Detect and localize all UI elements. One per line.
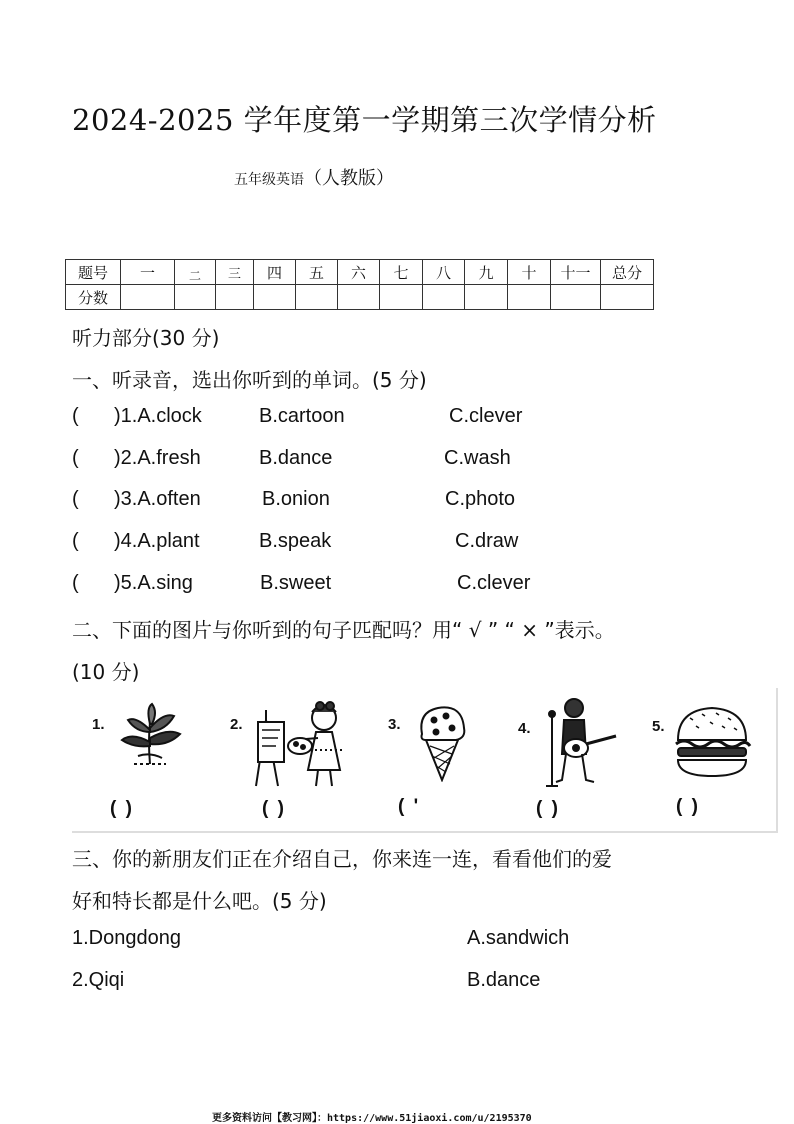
option-b: B.speak xyxy=(259,530,332,552)
section3-heading-line2: 好和特长都是什么吧。(5 分) xyxy=(72,889,327,913)
question-option-a: )4.A.plant xyxy=(114,530,200,552)
question-option-a: )3.A.often xyxy=(114,488,201,510)
section1-heading: 一、听录音，选出你听到的单词。(5 分) xyxy=(72,368,427,392)
picture-strip xyxy=(72,688,778,833)
score-cell[interactable] xyxy=(601,285,654,310)
option-c: C.draw xyxy=(455,530,519,552)
picture-number: 2. xyxy=(230,716,243,733)
subtitle-text: 五年级英语 xyxy=(234,172,304,188)
hamburger-icon xyxy=(672,704,752,780)
score-table-score-label: 分数 xyxy=(66,285,121,310)
option-c: C.wash xyxy=(444,447,511,469)
picture-number: 3. xyxy=(388,716,401,733)
score-table-header-row xyxy=(66,260,654,285)
footer-link[interactable]: 更多资料访问【教习网】：https://www.51jiaoxi.com/u/2195370 xyxy=(212,1113,532,1124)
score-cell[interactable] xyxy=(175,285,216,310)
score-table-score-row xyxy=(66,285,654,310)
picture-number: 1. xyxy=(92,716,105,733)
section2-score: (10 分) xyxy=(72,660,140,684)
score-cell[interactable] xyxy=(254,285,296,310)
answer-paren[interactable]: ( xyxy=(72,405,79,427)
picture-number: 4. xyxy=(518,720,531,737)
score-cell[interactable] xyxy=(121,285,175,310)
answer-paren[interactable]: ( xyxy=(72,447,79,469)
score-table-col: 七 xyxy=(380,260,423,285)
question-option-a: )5.A.sing xyxy=(114,572,193,594)
answer-paren[interactable]: ( xyxy=(72,572,79,594)
score-table-col: 二 xyxy=(175,260,216,285)
score-table-col: 五 xyxy=(296,260,338,285)
score-table-col: 四 xyxy=(254,260,296,285)
score-table-col: 九 xyxy=(465,260,508,285)
question-option-a: )1.A.clock xyxy=(114,405,202,427)
answer-blank[interactable]: ( ) xyxy=(676,796,700,817)
answer-blank[interactable]: ( ) xyxy=(110,798,134,819)
answer-paren[interactable]: ( xyxy=(72,488,79,510)
score-cell[interactable] xyxy=(380,285,423,310)
score-table-col: 三 xyxy=(216,260,254,285)
option-b: B.onion xyxy=(262,488,330,510)
match-left-item[interactable]: 2.Qiqi xyxy=(72,969,125,991)
answer-blank[interactable]: ( ) xyxy=(536,798,560,819)
subtitle-edition: （人教版） xyxy=(304,168,394,189)
score-cell[interactable] xyxy=(551,285,601,310)
score-cell[interactable] xyxy=(423,285,465,310)
match-right-item[interactable]: B.dance xyxy=(467,969,541,991)
score-cell[interactable] xyxy=(465,285,508,310)
score-table-col: 六 xyxy=(338,260,380,285)
subtitle xyxy=(234,164,394,190)
score-table-col: 十一 xyxy=(551,260,601,285)
answer-paren[interactable]: ( xyxy=(72,530,79,552)
option-b: B.dance xyxy=(259,447,333,469)
score-table-col: 总分 xyxy=(601,260,654,285)
score-cell[interactable] xyxy=(508,285,551,310)
answer-blank[interactable]: ( ) xyxy=(262,798,286,819)
option-c: C.clever xyxy=(449,405,523,427)
match-left-item[interactable]: 1.Dongdong xyxy=(72,927,181,949)
section3-heading-line1: 三、你的新朋友们正在介绍自己，你来连一连，看看他们的爱 xyxy=(72,847,612,871)
option-c: C.photo xyxy=(445,488,516,510)
score-cell[interactable] xyxy=(296,285,338,310)
guitar-singer-icon xyxy=(542,696,622,788)
girl-painting-icon xyxy=(248,700,352,790)
option-b: B.cartoon xyxy=(259,405,345,427)
ice-cream-icon xyxy=(412,702,472,782)
score-table-col: 八 xyxy=(423,260,465,285)
question-option-a: )2.A.fresh xyxy=(114,447,201,469)
page-title: 2024-2025 学年度第一学期第三次学情分析 xyxy=(72,103,657,137)
score-cell[interactable] xyxy=(216,285,254,310)
listening-heading: 听力部分(30 分) xyxy=(72,326,220,350)
answer-blank[interactable]: ( ' xyxy=(398,796,421,817)
match-right-item[interactable]: A.sandwich xyxy=(467,927,570,949)
picture-number: 5. xyxy=(652,718,665,735)
score-table-header-label: 题号 xyxy=(66,260,121,285)
score-table-col: 一 xyxy=(121,260,175,285)
plant-icon xyxy=(114,702,186,772)
option-b: B.sweet xyxy=(260,572,332,594)
score-table xyxy=(65,259,654,310)
section2-heading: 二、下面的图片与你听到的句子匹配吗？用“ √ ” “ × ”表示。 xyxy=(72,618,615,642)
score-table-col: 十 xyxy=(508,260,551,285)
option-c: C.clever xyxy=(457,572,531,594)
score-cell[interactable] xyxy=(338,285,380,310)
